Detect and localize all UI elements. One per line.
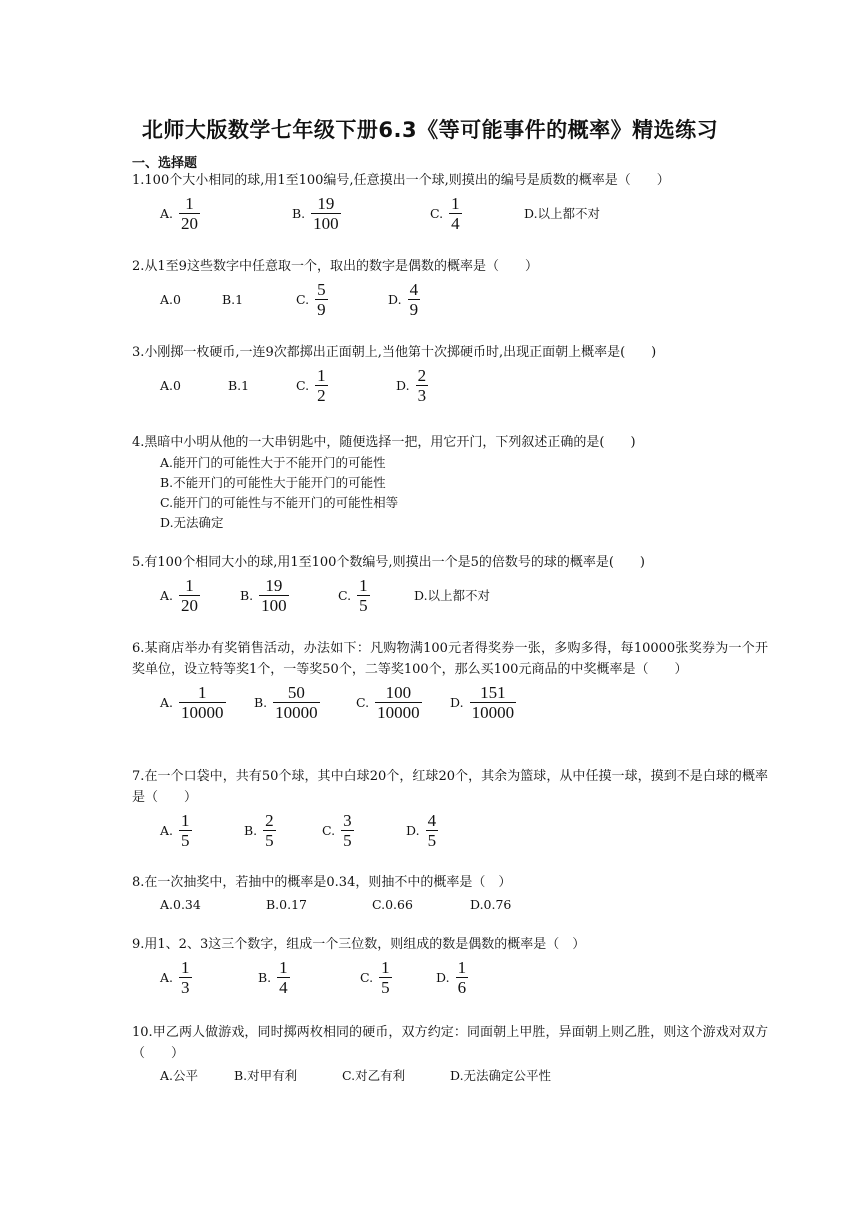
option-b[interactable]: B. $\frac{1}{4}$ — [258, 957, 288, 997]
option-a[interactable]: A.0 — [160, 291, 181, 307]
question-7 — [132, 766, 768, 852]
option-c[interactable]: C. $\frac{3}{5}$ — [322, 810, 352, 850]
question-stem: 3.小刚掷一枚硬币,一连9次都掷出正面朝上,当他第十次掷硬币时,出现正面朝上概率是( ) — [132, 345, 657, 360]
option-c[interactable]: C. $\frac{1}{4}$ — [430, 193, 460, 233]
fraction: $\frac{1}{10000}$ — [181, 682, 224, 722]
page-title: 北师大版数学七年级下册6.3《等可能事件的概率》精选练习 — [141, 118, 719, 142]
option-d[interactable]: D. $\frac{4}{9}$ — [388, 279, 419, 319]
option-c[interactable]: C.对乙有利 — [342, 1067, 406, 1083]
option-b[interactable]: B. $\frac{2}{5}$ — [244, 810, 274, 850]
option-a[interactable]: A.能开门的可能性大于不能开门的可能性 — [160, 455, 386, 470]
fraction: $\frac{4}{9}$ — [409, 279, 419, 319]
option-c[interactable]: C.能开门的可能性与不能开门的可能性相等 — [160, 495, 399, 510]
option-a[interactable]: A. $\frac{1}{3}$ — [160, 957, 190, 997]
question-4 — [132, 432, 768, 533]
fraction: $\frac{2}{5}$ — [265, 810, 274, 850]
question-8 — [132, 872, 768, 915]
question-stem: 9.用1、2、3这三个数字，组成一个三位数，则组成的数是偶数的概率是（ ） — [132, 937, 586, 952]
question-stem: 1.100个大小相同的球,用1至100编号,任意摸出一个球,则摸出的编号是质数的概率是（ ） — [132, 173, 670, 188]
fraction: $\frac{3}{5}$ — [343, 810, 352, 850]
section-heading: 一、选择题 — [132, 156, 198, 171]
option-d[interactable]: D.无法确定公平性 — [450, 1067, 552, 1083]
fraction: $\frac{1}{5}$ — [359, 575, 368, 615]
fraction: $\frac{100}{10000}$ — [377, 682, 420, 722]
question-stem: 7.在一个口袋中，共有50个球，其中白球20个，红球20个，其余为篮球，从中任摸一球，摸到不是白球的概率是（ ） — [132, 769, 768, 805]
fraction: $\frac{4}{5}$ — [427, 810, 437, 850]
question-5 — [132, 552, 768, 617]
fraction: $\frac{19}{100}$ — [313, 193, 339, 233]
question-1 — [132, 170, 768, 235]
option-d[interactable]: D. $\frac{2}{3}$ — [396, 365, 427, 405]
question-stem: 4.黑暗中小明从他的一大串钥匙中，随便选择一把，用它开门，下列叙述正确的是( ) — [132, 435, 636, 450]
question-stem: 10.甲乙两人做游戏，同时掷两枚相同的硬币，双方约定：同面朝上甲胜，异面朝上则乙胜，则这个游戏对双方（ ） — [132, 1025, 768, 1061]
fraction: $\frac{50}{10000}$ — [275, 682, 318, 722]
option-d[interactable]: D. $\frac{4}{5}$ — [406, 810, 437, 850]
option-b[interactable]: B.1 — [228, 377, 250, 393]
fraction: $\frac{1}{5}$ — [381, 957, 390, 997]
fraction: $\frac{1}{5}$ — [181, 810, 190, 850]
option-a[interactable]: A.公平 — [160, 1067, 199, 1083]
option-b[interactable]: B.不能开门的可能性大于能开门的可能性 — [160, 475, 386, 490]
fraction: $\frac{2}{3}$ — [417, 365, 427, 405]
option-d[interactable]: D.以上都不对 — [524, 205, 601, 221]
fraction: $\frac{5}{9}$ — [317, 279, 326, 319]
option-a[interactable]: A.0 — [160, 377, 181, 393]
fraction: $\frac{1}{3}$ — [181, 957, 190, 997]
option-c[interactable]: C. $\frac{100}{10000}$ — [356, 682, 420, 722]
fraction: $\frac{19}{100}$ — [261, 575, 287, 615]
option-b[interactable]: B. $\frac{19}{100}$ — [240, 575, 287, 615]
question-3 — [132, 342, 768, 407]
option-b[interactable]: B.对甲有利 — [234, 1067, 298, 1083]
option-a[interactable]: A. $\frac{1}{20}$ — [160, 575, 199, 615]
option-d[interactable]: D.无法确定 — [160, 515, 224, 530]
option-d[interactable]: D.0.76 — [470, 896, 512, 912]
question-2 — [132, 256, 768, 321]
option-c[interactable]: C. $\frac{1}{5}$ — [360, 957, 390, 997]
fraction: $\frac{1}{20}$ — [181, 193, 199, 233]
fraction: $\frac{1}{6}$ — [457, 957, 467, 997]
option-a[interactable]: A. $\frac{1}{5}$ — [160, 810, 190, 850]
fraction: $\frac{1}{4}$ — [451, 193, 460, 233]
option-a[interactable]: A.0.34 — [160, 896, 201, 912]
option-b[interactable]: B. $\frac{19}{100}$ — [292, 193, 339, 233]
fraction: $\frac{151}{10000}$ — [471, 682, 515, 722]
option-b[interactable]: B.0.17 — [266, 896, 307, 912]
option-c[interactable]: C. $\frac{5}{9}$ — [296, 279, 326, 319]
question-stem: 5.有100个相同大小的球,用1至100个数编号,则摸出一个是5的倍数号的球的概率是( ) — [132, 555, 645, 570]
fraction: $\frac{1}{20}$ — [181, 575, 199, 615]
option-c[interactable]: C. $\frac{1}{5}$ — [338, 575, 368, 615]
question-10 — [132, 1022, 768, 1086]
option-c[interactable]: C.0.66 — [372, 896, 413, 912]
question-stem: 2.从1至9这些数字中任意取一个，取出的数字是偶数的概率是（ ） — [132, 259, 538, 274]
question-6 — [132, 638, 768, 724]
option-d[interactable]: D. $\frac{1}{6}$ — [436, 957, 467, 997]
option-a[interactable]: A. $\frac{1}{10000}$ — [160, 682, 224, 722]
question-stem: 8.在一次抽奖中，若抽中的概率是0.34，则抽不中的概率是（ ） — [132, 875, 512, 890]
fraction: $\frac{1}{2}$ — [317, 365, 326, 405]
question-9 — [132, 934, 768, 999]
option-d[interactable]: D. $\frac{151}{10000}$ — [450, 682, 515, 722]
question-stem: 6.某商店举办有奖销售活动，办法如下：凡购物满100元者得奖券一张，多购多得，每10000张奖券为一个开奖单位，设立特等奖1个，一等奖50个，二等奖100个，那么买100元商品的中奖概率是（ ） — [132, 641, 768, 677]
fraction: $\frac{1}{4}$ — [279, 957, 288, 997]
option-d[interactable]: D.以上都不对 — [414, 587, 491, 603]
option-b[interactable]: B.1 — [222, 291, 244, 307]
option-c[interactable]: C. $\frac{1}{2}$ — [296, 365, 326, 405]
option-a[interactable]: A. $\frac{1}{20}$ — [160, 193, 199, 233]
option-b[interactable]: B. $\frac{50}{10000}$ — [254, 682, 318, 722]
